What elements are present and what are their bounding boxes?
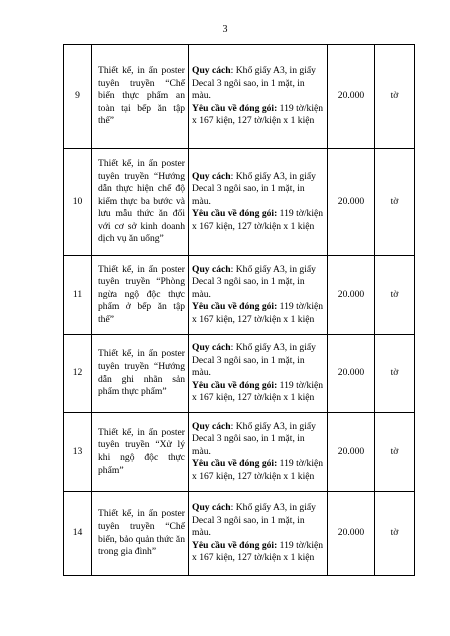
spec-line xyxy=(192,264,325,302)
item-name: Thiết kế, in ấn poster tuyên truyền “Hướng dẫn thực hiện chế độ kiểm thực ba bước và lưu mẫu thức ăn đối với cơ sở kinh doanh dịch vụ ăn uống” xyxy=(92,149,189,256)
packing-text: 119 tờ/kiện x 167 kiện, 127 tờ/kiện x 1 kiện xyxy=(192,208,324,232)
spec-line xyxy=(192,502,325,540)
table-row xyxy=(64,413,415,492)
item-unit: tờ xyxy=(375,492,415,576)
spec-label: Quy cách xyxy=(192,65,231,77)
spec-text: : Khổ giấy A3, in giấy Decal 3 ngôi sao, in 1 mặt, in màu. xyxy=(192,65,316,102)
table-row xyxy=(64,256,415,335)
product-spec-table xyxy=(63,44,415,576)
spec-text: : Khổ giấy A3, in giấy Decal 3 ngôi sao, in 1 mặt, in màu. xyxy=(192,263,316,300)
row-number: 11 xyxy=(64,256,92,335)
item-spec xyxy=(189,335,328,413)
item-quantity: 20.000 xyxy=(328,492,375,576)
row-number: 13 xyxy=(64,413,92,492)
item-spec xyxy=(189,149,328,256)
spec-line xyxy=(192,65,325,103)
packing-line xyxy=(192,103,325,128)
spec-label: Quy cách xyxy=(192,170,231,182)
table-row xyxy=(64,492,415,576)
spec-line xyxy=(192,342,325,380)
packing-label: Yêu cầu về đóng gói: xyxy=(192,102,278,114)
table-row xyxy=(64,149,415,256)
spec-label: Quy cách xyxy=(192,502,231,514)
item-quantity: 20.000 xyxy=(328,45,375,149)
item-name: Thiết kế, in ấn poster tuyên truyền “Hướng dẫn ghi nhãn sản phẩm thực phẩm” xyxy=(92,335,189,413)
spec-text: : Khổ giấy A3, in giấy Decal 3 ngôi sao, in 1 mặt, in màu. xyxy=(192,420,316,457)
packing-label: Yêu cầu về đóng gói: xyxy=(192,458,278,470)
packing-line xyxy=(192,458,325,483)
packing-line xyxy=(192,540,325,565)
page-number: 3 xyxy=(222,24,228,35)
packing-line xyxy=(192,301,325,326)
packing-label: Yêu cầu về đóng gói: xyxy=(192,539,278,551)
packing-text: 119 tờ/kiện x 167 kiện, 127 tờ/kiện x 1 kiện xyxy=(192,539,324,564)
item-unit: tờ xyxy=(375,256,415,335)
packing-line xyxy=(192,208,325,233)
packing-label: Yêu cầu về đóng gói: xyxy=(192,301,278,313)
spec-label: Quy cách xyxy=(192,342,231,354)
packing-text: 119 tờ/kiện x 167 kiện, 127 tờ/kiện x 1 kiện xyxy=(192,301,324,325)
row-number: 12 xyxy=(64,335,92,413)
spec-text: : Khổ giấy A3, in giấy Decal 3 ngôi sao, in 1 mặt, in màu. xyxy=(192,502,316,539)
table-row xyxy=(64,45,415,149)
item-unit: tờ xyxy=(375,149,415,256)
spec-line xyxy=(192,171,325,209)
item-name: Thiết kế, in ấn poster tuyên truyền “Phòng ngừa ngộ độc thực phẩm ở bếp ăn tập thể” xyxy=(92,256,189,335)
spec-label: Quy cách xyxy=(192,263,231,275)
item-spec xyxy=(189,492,328,576)
item-spec xyxy=(189,413,328,492)
item-name: Thiết kế, in ấn poster tuyên truyền “Chế biến thực phẩm an toàn tại bếp ăn tập thể” xyxy=(92,45,189,149)
packing-line xyxy=(192,380,325,405)
packing-text: 119 tờ/kiện x 167 kiện, 127 tờ/kiện x 1 kiện xyxy=(192,102,324,127)
item-unit: tờ xyxy=(375,413,415,492)
packing-text: 119 tờ/kiện x 167 kiện, 127 tờ/kiện x 1 kiện xyxy=(192,458,324,482)
item-name: Thiết kế, in ấn poster tuyên truyền “Xử lý khi ngộ độc thực phẩm” xyxy=(92,413,189,492)
item-name: Thiết kế, in ấn poster tuyên truyền “Chế biến, bảo quản thức ăn trong gia đình” xyxy=(92,492,189,576)
item-quantity: 20.000 xyxy=(328,256,375,335)
item-quantity: 20.000 xyxy=(328,413,375,492)
item-spec xyxy=(189,256,328,335)
row-number: 10 xyxy=(64,149,92,256)
spec-text: : Khổ giấy A3, in giấy Decal 3 ngôi sao, in 1 mặt, in màu. xyxy=(192,342,316,379)
spec-label: Quy cách xyxy=(192,420,231,432)
packing-text: 119 tờ/kiện x 167 kiện, 127 tờ/kiện x 1 kiện xyxy=(192,379,324,404)
spec-line xyxy=(192,421,325,459)
packing-label: Yêu cầu về đóng gói: xyxy=(192,208,278,220)
item-unit: tờ xyxy=(375,45,415,149)
table-row xyxy=(64,335,415,413)
row-number: 14 xyxy=(64,492,92,576)
item-quantity: 20.000 xyxy=(328,149,375,256)
row-number: 9 xyxy=(64,45,92,149)
spec-text: : Khổ giấy A3, in giấy Decal 3 ngôi sao, in 1 mặt, in màu. xyxy=(192,170,316,207)
packing-label: Yêu cầu về đóng gói: xyxy=(192,379,278,391)
item-unit: tờ xyxy=(375,335,415,413)
item-spec xyxy=(189,45,328,149)
item-quantity: 20.000 xyxy=(328,335,375,413)
